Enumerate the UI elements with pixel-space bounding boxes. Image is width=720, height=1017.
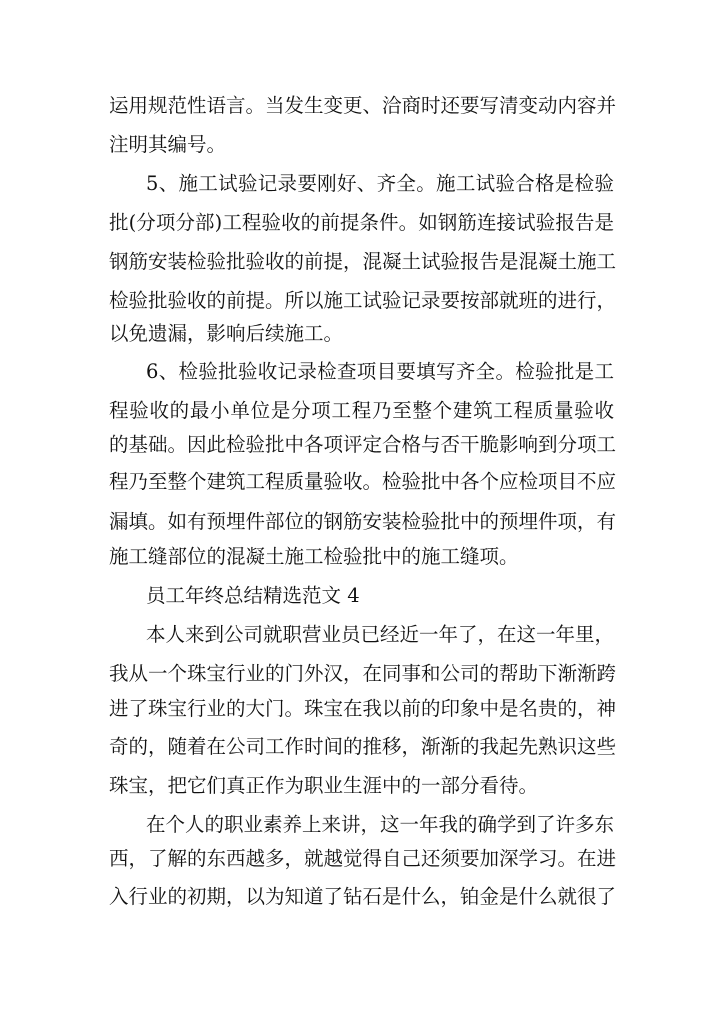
text-line: 西，了解的东西越多，就越觉得自己还须要加深学习。在进 (109, 847, 617, 870)
text-line: 以免遗漏，影响后续施工。 (109, 322, 344, 345)
text-line: 批(分项分部)工程验收的前提条件。如钢筋连接试验报告是 (109, 211, 614, 234)
text-line: 程乃至整个建筑工程质量验收。检验批中各个应检项目不应 (109, 470, 617, 493)
text-line: 5、施工试验记录要刚好、齐全。施工试验合格是检验 (146, 172, 614, 195)
text-line: 施工缝部位的混凝土施工检验批中的施工缝项。 (109, 545, 519, 568)
text-line: 6、检验批验收记录检查项目要填写齐全。检验批是工 (146, 360, 614, 383)
text-line: 注明其编号。 (109, 133, 227, 156)
text-line: 漏填。如有预埋件部位的钢筋安装检验批中的预埋件项，有 (109, 510, 617, 533)
text-line: 奇的，随着在公司工作时间的推移，渐渐的我起先熟识这些 (109, 735, 617, 758)
text-line: 进了珠宝行业的大门。珠宝在我以前的印象中是名贵的，神 (109, 697, 617, 720)
text-line: 运用规范性语言。当发生变更、洽商时还要写清变动内容并 (109, 94, 617, 117)
text-line: 本人来到公司就职营业员已经近一年了，在这一年里， (146, 623, 615, 646)
text-line: 钢筋安装检验批验收的前提，混凝土试验报告是混凝土施工 (109, 250, 617, 273)
section-heading: 员工年终总结精选范文 4 (146, 584, 360, 607)
text-line: 检验批验收的前提。所以施工试验记录要按部就班的进行， (109, 289, 617, 312)
text-line: 入行业的初期，以为知道了钻石是什么，铂金是什么就很了 (109, 885, 617, 908)
text-line: 珠宝，把它们真正作为职业生涯中的一部分看待。 (109, 774, 539, 797)
text-line: 在个人的职业素养上来讲，这一年我的确学到了许多东 (146, 813, 615, 836)
text-line: 我从一个珠宝行业的门外汉，在同事和公司的帮助下渐渐跨 (109, 662, 617, 685)
text-line: 程验收的最小单位是分项工程乃至整个建筑工程质量验收 (109, 399, 614, 422)
text-line: 的基础。因此检验批中各项评定合格与否干脆影响到分项工 (109, 433, 617, 456)
